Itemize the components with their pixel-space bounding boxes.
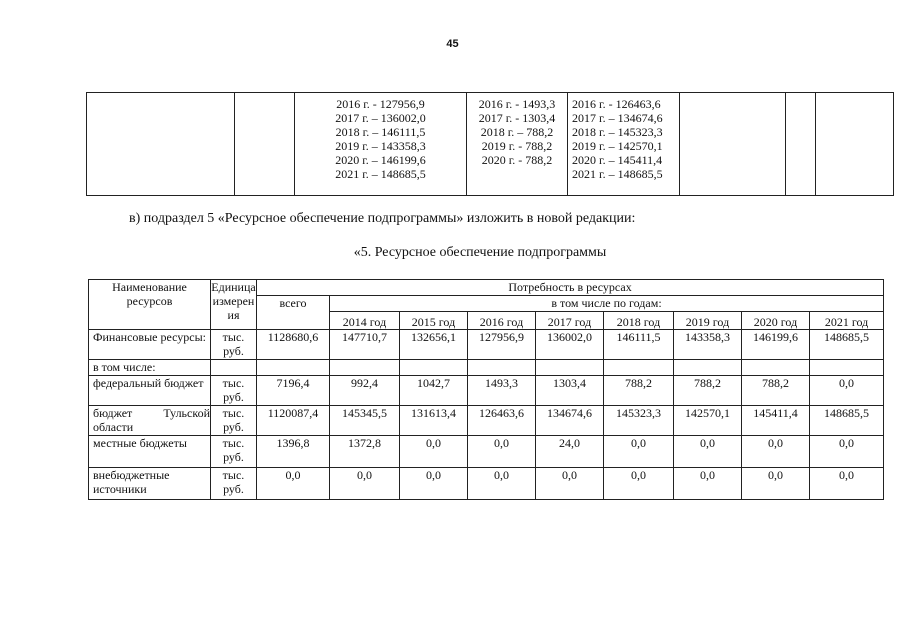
header-year: 2014 год <box>330 312 400 330</box>
row-total: 1120087,4 <box>257 406 330 436</box>
row-unit: тыс. руб. <box>211 436 257 468</box>
header-need: Потребность в ресурсах <box>257 280 884 296</box>
top-regional-line: 2020 г. – 145411,4 <box>572 153 663 167</box>
continuation-table <box>86 92 894 196</box>
row-value: 24,0 <box>536 436 604 468</box>
empty-cell <box>211 360 257 376</box>
top-total-line: 2020 г. – 146199,6 <box>335 153 426 167</box>
row-value: 131613,4 <box>400 406 468 436</box>
row-unit: тыс. руб. <box>211 376 257 406</box>
row-value: 134674,6 <box>536 406 604 436</box>
header-year: 2021 год <box>810 312 884 330</box>
row-value: 0,0 <box>742 436 810 468</box>
row-value: 145411,4 <box>742 406 810 436</box>
row-value: 126463,6 <box>468 406 536 436</box>
row-unit: тыс. руб. <box>211 330 257 360</box>
top-cell-total <box>295 93 467 196</box>
empty-cell <box>536 360 604 376</box>
row-name: внебюджетные источники <box>89 468 211 500</box>
row-value: 1493,3 <box>468 376 536 406</box>
empty-cell <box>604 360 674 376</box>
row-value: 142570,1 <box>674 406 742 436</box>
header-by-years: в том числе по годам: <box>330 296 884 312</box>
header-year: 2015 год <box>400 312 468 330</box>
top-cell-local <box>680 93 786 196</box>
row-value: 0,0 <box>674 468 742 500</box>
row-value: 136002,0 <box>536 330 604 360</box>
top-cell-unit <box>235 93 295 196</box>
top-cell-federal <box>467 93 568 196</box>
empty-cell <box>400 360 468 376</box>
resources-table <box>88 279 884 500</box>
top-total-line: 2016 г. - 127956,9 <box>336 97 425 111</box>
row-name: федеральный бюджет <box>89 376 211 406</box>
row-total: 1128680,6 <box>257 330 330 360</box>
section-title: «5. Ресурсное обеспечение подпрограммы <box>353 245 607 260</box>
row-name: бюджет Тульской области <box>89 406 211 436</box>
row-value: 0,0 <box>674 436 742 468</box>
top-total-line: 2019 г. – 143358,3 <box>335 139 426 153</box>
empty-cell <box>674 360 742 376</box>
top-regional-line: 2016 г. - 126463,6 <box>572 97 661 111</box>
row-value: 146199,6 <box>742 330 810 360</box>
top-total-line: 2018 г. – 146111,5 <box>335 125 426 139</box>
row-value: 788,2 <box>674 376 742 406</box>
row-value: 127956,9 <box>468 330 536 360</box>
row-name: местные бюджеты <box>89 436 211 468</box>
row-total: 7196,4 <box>257 376 330 406</box>
row-value: 0,0 <box>604 436 674 468</box>
row-value: 0,0 <box>330 468 400 500</box>
top-cell-other <box>786 93 816 196</box>
subheader-including: в том числе: <box>89 360 211 376</box>
top-federal-line: 2020 г. - 788,2 <box>481 153 553 167</box>
row-unit: тыс. руб. <box>211 406 257 436</box>
row-value: 0,0 <box>810 436 884 468</box>
top-regional-line: 2019 г. – 142570,1 <box>572 139 663 153</box>
top-federal-line: 2017 г. - 1303,4 <box>478 111 556 125</box>
row-value: 788,2 <box>742 376 810 406</box>
row-value: 145345,5 <box>330 406 400 436</box>
row-value: 0,0 <box>400 436 468 468</box>
row-value: 132656,1 <box>400 330 468 360</box>
row-value: 148685,5 <box>810 406 884 436</box>
row-value: 1042,7 <box>400 376 468 406</box>
row-total: 0,0 <box>257 468 330 500</box>
header-unit: Единица измерения <box>211 280 257 330</box>
row-value: 0,0 <box>468 468 536 500</box>
row-value: 143358,3 <box>674 330 742 360</box>
row-value: 1372,8 <box>330 436 400 468</box>
row-total: 1396,8 <box>257 436 330 468</box>
top-regional-line: 2021 г. – 148685,5 <box>572 167 663 181</box>
empty-cell <box>330 360 400 376</box>
top-cell-regional <box>568 93 680 196</box>
row-value: 145323,3 <box>604 406 674 436</box>
row-value: 992,4 <box>330 376 400 406</box>
header-year: 2017 год <box>536 312 604 330</box>
row-value: 0,0 <box>810 376 884 406</box>
row-name: Финансовые ресурсы: <box>89 330 211 360</box>
top-total-line: 2021 г. – 148685,5 <box>335 167 426 181</box>
header-total: всего <box>257 296 330 330</box>
row-value: 0,0 <box>468 436 536 468</box>
empty-cell <box>742 360 810 376</box>
top-federal-line: 2016 г. - 1493,3 <box>478 97 556 111</box>
row-value: 146111,5 <box>604 330 674 360</box>
row-value: 0,0 <box>810 468 884 500</box>
top-total-line: 2017 г. – 136002,0 <box>335 111 426 125</box>
row-value: 0,0 <box>400 468 468 500</box>
header-year: 2016 год <box>468 312 536 330</box>
header-resource: Наименование ресурсов <box>89 280 211 330</box>
row-value: 0,0 <box>604 468 674 500</box>
row-value: 0,0 <box>536 468 604 500</box>
empty-cell <box>810 360 884 376</box>
row-unit: тыс. руб. <box>211 468 257 500</box>
header-year: 2019 год <box>674 312 742 330</box>
header-year: 2018 год <box>604 312 674 330</box>
page-number: 45 <box>446 38 459 50</box>
row-value: 788,2 <box>604 376 674 406</box>
row-value: 147710,7 <box>330 330 400 360</box>
row-value: 148685,5 <box>810 330 884 360</box>
empty-cell <box>468 360 536 376</box>
top-regional-line: 2018 г. – 145323,3 <box>572 125 663 139</box>
row-value: 1303,4 <box>536 376 604 406</box>
amendment-paragraph: в) подраздел 5 «Ресурсное обеспечение подпрограммы» изложить в новой редакции: <box>129 211 636 226</box>
top-federal-line: 2018 г. – 788,2 <box>480 125 554 139</box>
row-value: 0,0 <box>742 468 810 500</box>
top-regional-line: 2017 г. – 134674,6 <box>572 111 663 125</box>
top-cell-name <box>87 93 235 196</box>
top-federal-line: 2019 г. - 788,2 <box>481 139 553 153</box>
top-cell-last <box>816 93 894 196</box>
header-year: 2020 год <box>742 312 810 330</box>
empty-cell <box>257 360 330 376</box>
